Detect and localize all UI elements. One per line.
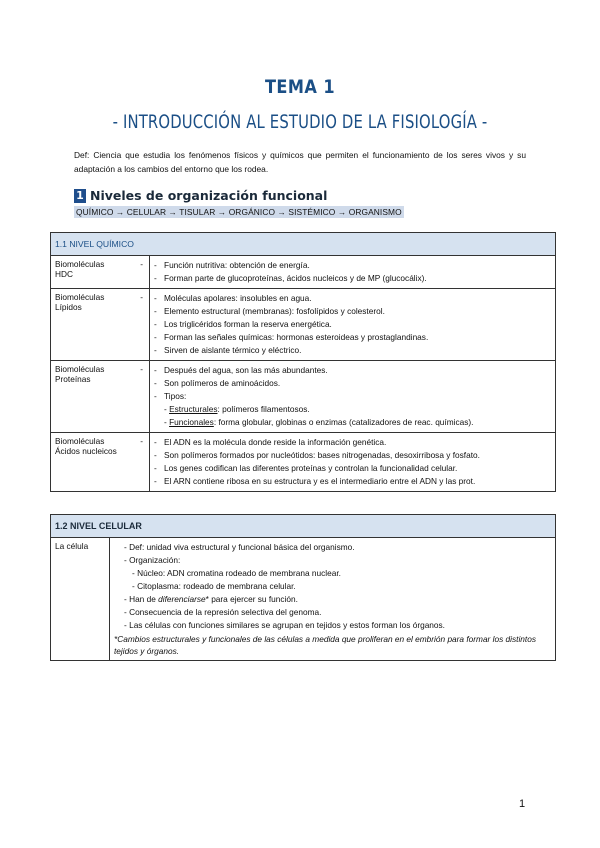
row-label: Biomoléculas	[55, 436, 105, 446]
table-row	[51, 538, 556, 661]
list-subitem: - Citoplasma: rodeado de membrana celular.	[114, 580, 551, 593]
row-label: Biomoléculas	[55, 259, 105, 269]
row-sublabel: Ácidos nucleicos	[55, 446, 117, 456]
row-sublabel: Lípidos	[55, 302, 82, 312]
list-item: - Forman las señales químicas: hormonas esteroideas y prostaglandinas.	[154, 331, 551, 344]
list-item: - Las células con funciones similares se agrupan en tejidos y estos forman los órganos.	[114, 619, 551, 632]
list-item: - Elemento estructural (membranas): fosfolípidos y colesterol.	[154, 305, 551, 318]
list-subitem: - Estructurales: polímeros filamentosos.	[154, 403, 551, 416]
list-subitem: - Funcionales: forma globular, globinas o enzimas (catalizadores de reac. químicas).	[154, 416, 551, 429]
list-item: - Consecuencia de la represión selectiva del genoma.	[114, 606, 551, 619]
table-nivel-quimico	[50, 232, 556, 492]
list-item: - Función nutritiva: obtención de energía.	[154, 259, 551, 272]
table-nivel-celular	[50, 514, 556, 661]
page-subtitle: - INTRODUCCIÓN AL ESTUDIO DE LA FISIOLOGÍA -	[112, 111, 488, 133]
section-number: 1	[74, 189, 86, 203]
list-item: - Sirven de aislante térmico y eléctrico.	[154, 344, 551, 357]
list-item: - Moléculas apolares: insolubles en agua.	[154, 292, 551, 305]
list-item: - Después del agua, son las más abundantes.	[154, 364, 551, 377]
table-header: 1.1 NIVEL QUÍMICO	[51, 233, 556, 256]
table-row: Biomoléculas - Lípidos - Moléculas apolares: insolubles en agua. - Elemento estructural (membranas): fosfolípidos y colesterol. - Los triglicéridos forman la reserva energética. - Forman las señales químicas: hormonas esteroideas y prostaglandinas. - Sirven de aislante térmico y eléctrico.	[51, 289, 556, 361]
organization-chain: QUÍMICO → CELULAR → TISULAR → ORGÁNICO → SISTÉMICO → ORGANISMO	[76, 207, 402, 217]
page-number: 1	[519, 798, 526, 810]
row-sublabel: Proteínas	[55, 374, 91, 384]
list-item: - El ARN contiene ribosa en su estructura y es el intermediario entre el ADN y las prot.	[154, 475, 551, 488]
row-label: Biomoléculas	[55, 292, 105, 302]
list-item: - El ADN es la molécula donde reside la información genética.	[154, 436, 551, 449]
list-item: - Han de diferenciarse* para ejercer su función.	[114, 593, 551, 606]
definition: Def: Ciencia que estudia los fenómenos físicos y químicos que permiten el funcionamiento de los seres vivos y su adaptación a los cambios del entorno que los rodea.	[74, 150, 526, 174]
row-sublabel: HDC	[55, 269, 73, 279]
list-item: - Son polímeros de aminoácidos.	[154, 377, 551, 390]
list-item: - Tipos:	[154, 390, 551, 403]
table-row: Biomoléculas - Proteínas - Después del agua, son las más abundantes. - Son polímeros de aminoácidos. - Tipos: - Estructurales: polímeros filamentosos. - Funcionales: forma globular, globinas o enzimas (catalizadores de reac. químicas).	[51, 361, 556, 433]
list-item: - Son polímeros formados por nucleótidos: bases nitrogenadas, desoxirribosa y fosfato.	[154, 449, 551, 462]
list-item: - Organización:	[114, 554, 551, 567]
section-heading	[74, 188, 327, 203]
list-item: - Def: unidad viva estructural y funcional básica del organismo.	[114, 541, 551, 554]
list-item: - Los triglicéridos forman la reserva energética.	[154, 318, 551, 331]
table-row: Biomoléculas - HDC - Función nutritiva: obtención de energía. - Forman parte de glucoproteínas, ácidos nucleicos y de MP (glucocálix).	[51, 256, 556, 289]
list-subitem: - Núcleo: ADN cromatina rodeado de membrana nuclear.	[114, 567, 551, 580]
list-item: - Forman parte de glucoproteínas, ácidos nucleicos y de MP (glucocálix).	[154, 272, 551, 285]
footnote: *Cambios estructurales y funcionales de las células a medida que proliferan en el embrión para formar los distintos tejidos y órganos.	[114, 634, 536, 656]
row-label: La célula	[51, 538, 110, 661]
table-row: Biomoléculas - Ácidos nucleicos - El ADN es la molécula donde reside la información genética. - Son polímeros formados por nucleótidos: bases nitrogenadas, desoxirribosa y fosfato. - Los genes codifican las diferentes proteínas y controlan la funcionalidad celular. - El ARN contiene ribosa en su estructura y es el intermediario entre el ADN y las prot.	[51, 433, 556, 492]
list-item: - Los genes codifican las diferentes proteínas y controlan la funcionalidad celular.	[154, 462, 551, 475]
table-header: 1.2 NIVEL CELULAR	[51, 515, 556, 538]
page-title: TEMA 1	[264, 76, 336, 98]
section-title: Niveles de organización funcional	[90, 188, 328, 203]
row-label: Biomoléculas	[55, 364, 105, 374]
